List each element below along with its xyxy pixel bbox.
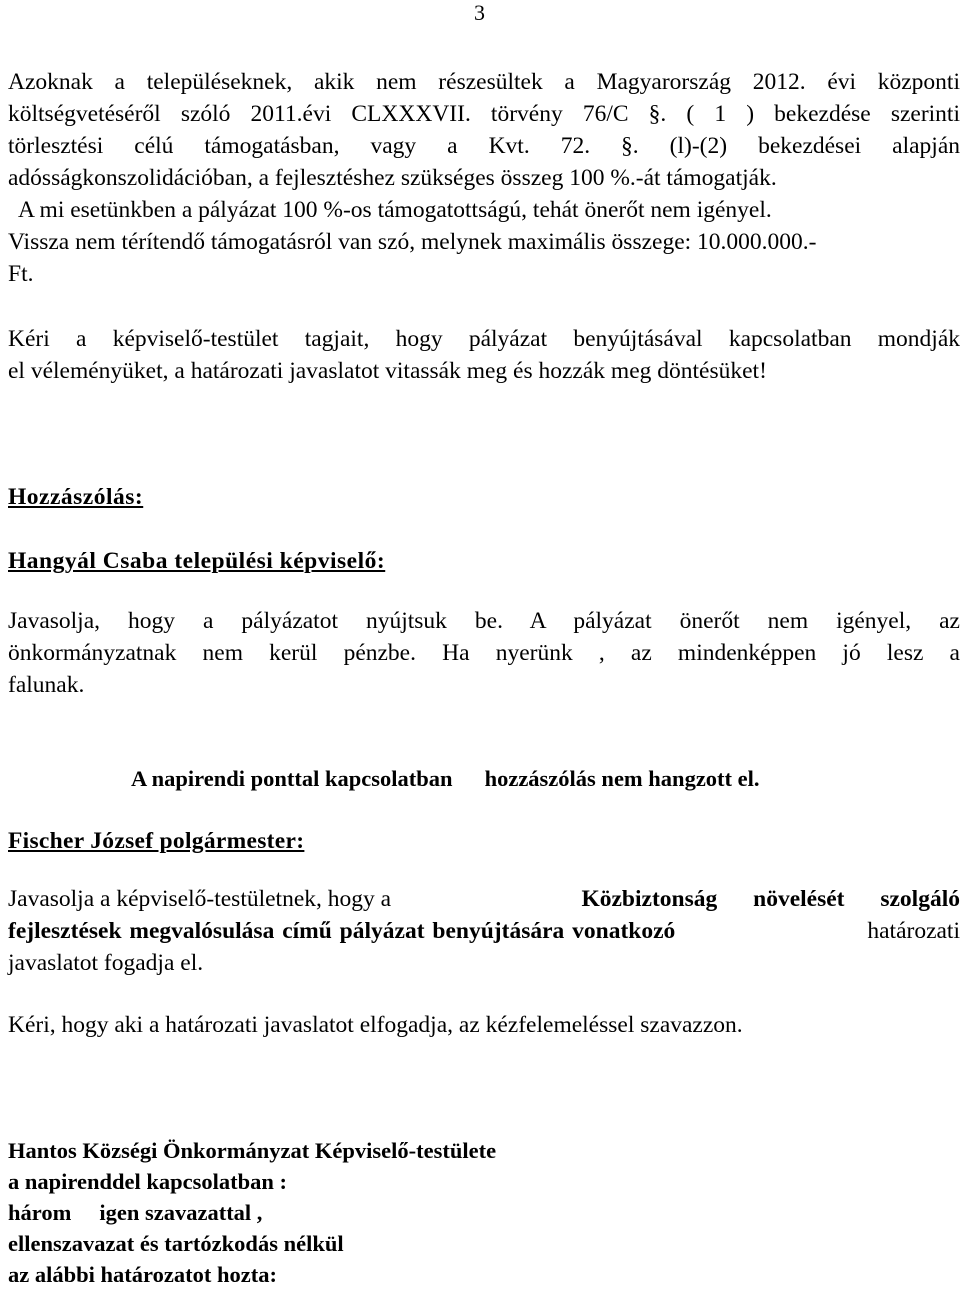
resolution-block (8, 1135, 496, 1290)
proposal-text: határozati (867, 918, 960, 944)
resolution-line: ellenszavazat és tartózkodás nélkül (8, 1231, 344, 1256)
section-heading-hozzaszolas: Hozzászólás: (8, 484, 144, 510)
paragraph-line: Vissza nem térítendő támogatásról van szó, melynek maximális összege: 10.000.000.- (8, 229, 817, 255)
vote-text: igen szavazattal , (99, 1200, 263, 1225)
resolution-line: a napirenddel kapcsolatban : (8, 1169, 288, 1194)
request-paragraph (8, 323, 960, 387)
proposal-paragraph (8, 883, 960, 979)
paragraph-line: javaslatot fogadja el. (8, 950, 204, 976)
vote-count: három (8, 1200, 72, 1225)
resolution-line: Hantos Községi Önkormányzat Képviselő-testülete (8, 1138, 497, 1163)
note-part: A napirendi ponttal kapcsolatban (131, 766, 453, 791)
paragraph-line: költségvetéséről szóló 2011.évi CLXXXVII. törvény 76/C §. ( 1 ) bekezdése szerinti (8, 101, 960, 127)
voting-request-paragraph (8, 1009, 960, 1041)
paragraph-line (8, 915, 960, 947)
speaker-heading-fischer: Fischer József polgármester: (8, 828, 305, 854)
paragraph-line: Kéri, hogy aki a határozati javaslatot elfogadja, az kézfelemeléssel szavazzon. (8, 1012, 743, 1038)
paragraph-line: Ft. (8, 261, 34, 287)
page-number: 3 (474, 0, 485, 25)
resolution-line (8, 1197, 496, 1228)
paragraph-line: falunak. (8, 672, 85, 698)
paragraph-line: A mi esetünkben a pályázat 100 %-os támogatottságú, tehát önerőt nem igényel. (18, 197, 772, 223)
paragraph-line: törlesztési célú támogatásban, vagy a Kvt. 72. §. (l)-(2) bekezdései alapján (8, 133, 960, 159)
paragraph-line (8, 883, 960, 915)
paragraph-line: adósságkonszolidációban, a fejlesztéshez szükséges összeg 100 %.-át támogatják. (8, 165, 777, 191)
paragraph-line: el véleményüket, a határozati javaslatot vitassák meg és hozzák meg döntésüket! (8, 358, 767, 384)
proposal-title-bold: fejlesztések megvalósulása című pályázat benyújtására vonatkozó (8, 918, 676, 944)
proposal-title-bold: Közbiztonság növelését szolgáló (581, 886, 960, 912)
resolution-line: az alábbi határozatot hozta: (8, 1262, 277, 1287)
paragraph-line: Azoknak a településeknek, akik nem részesültek a Magyarország 2012. évi központi (8, 69, 960, 95)
proposal-text: Javasolja a képviselő-testületnek, hogy a (8, 886, 392, 912)
speaker-statement-paragraph (8, 605, 960, 701)
paragraph-line: Javasolja, hogy a pályázatot nyújtsuk be. A pályázat önerőt nem igényel, az (8, 608, 960, 634)
paragraph-line: önkormányzatnak nem kerül pénzbe. Ha nyerünk , az mindenképpen jó lesz a (8, 640, 960, 666)
intro-paragraph (8, 66, 960, 290)
note-part: hozzászólás nem hangzott el. (484, 766, 760, 791)
no-comment-note (131, 763, 760, 795)
speaker-heading-hangyal: Hangyál Csaba települési képviselő: (8, 548, 386, 574)
paragraph-line: Kéri a képviselő-testület tagjait, hogy pályázat benyújtásával kapcsolatban mondják (8, 326, 960, 352)
